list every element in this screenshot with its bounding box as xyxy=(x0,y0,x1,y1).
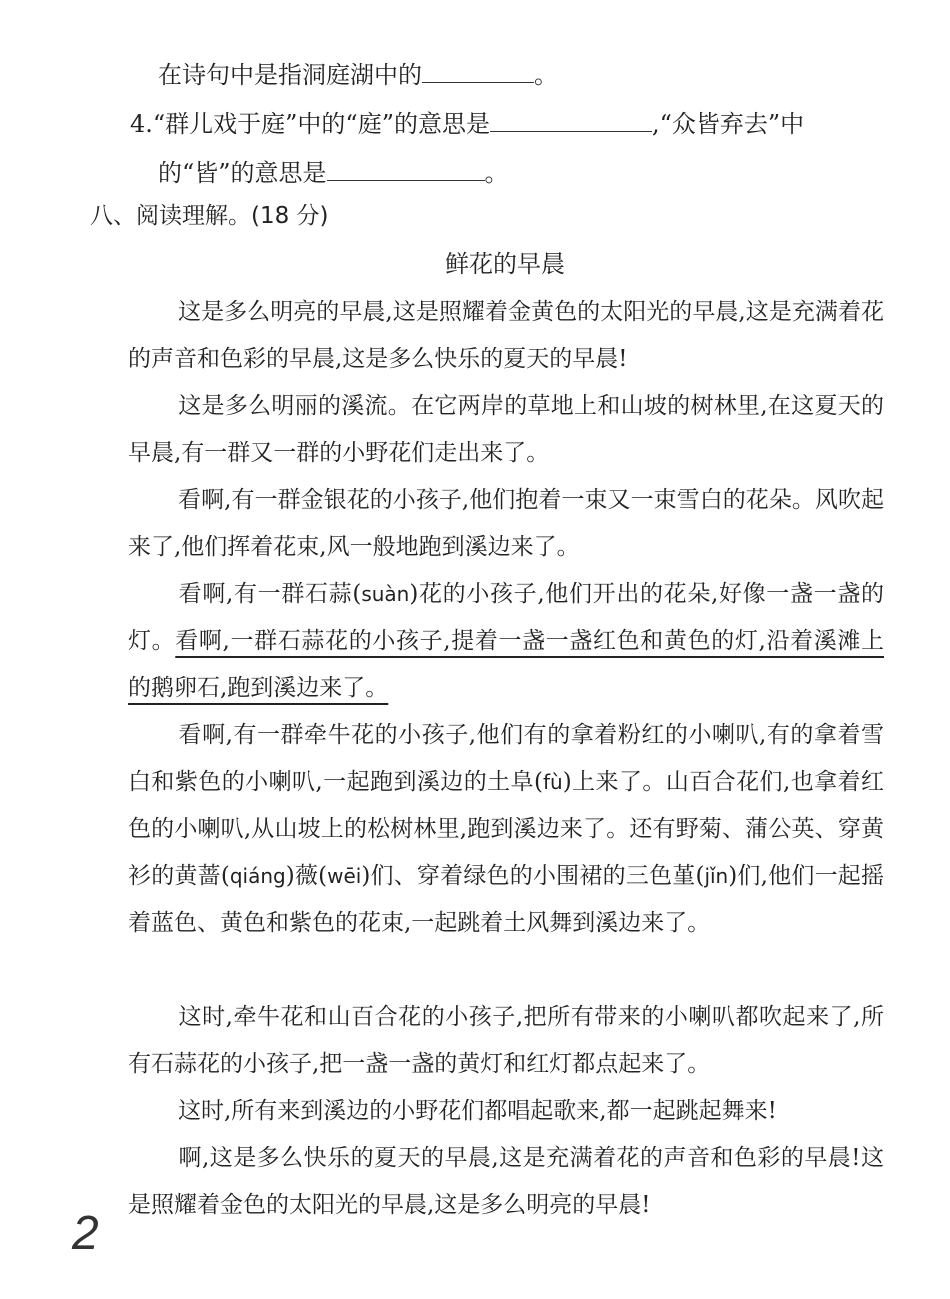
paragraph-1 xyxy=(128,289,884,383)
q3-tail xyxy=(158,58,558,91)
passage-title: 鲜花的早晨 xyxy=(445,250,565,278)
pinyin-qiang: qiáng xyxy=(229,864,286,888)
q4-text-d: 。 xyxy=(484,159,509,187)
q4-line2 xyxy=(158,156,509,189)
pinyin-fu: fù xyxy=(542,770,563,794)
paragraph-4 xyxy=(128,571,884,712)
paragraph-3 xyxy=(128,477,884,571)
paragraph-5-text-b: )上来了。山百合花们,也拿着红色的小喇叭,从山坡上的松树林里,跑到溪边来了。还有野菊、蒲公英、穿黄衫的黄蔷( xyxy=(128,769,884,889)
paragraph-2 xyxy=(128,383,884,477)
q4-line1 xyxy=(130,107,804,140)
paragraph-8-text: 啊,这是多么快乐的夏天的早晨,这是充满着花的声音和色彩的早晨!这是照耀着金色的太阳光的早晨,这是多么明亮的早晨! xyxy=(128,1145,884,1218)
paragraph-1-text: 这是多么明亮的早晨,这是照耀着金黄色的太阳光的早晨,这是充满着花的声音和色彩的早晨,这是多么快乐的夏天的早晨! xyxy=(128,299,884,372)
q3-tail-text: 在诗句中是指洞庭湖中的 xyxy=(158,61,422,89)
paragraph-8 xyxy=(128,1135,884,1229)
pinyin-suan: suàn xyxy=(361,582,410,606)
q4-text-b: ,“众皆弃去”中 xyxy=(651,110,805,138)
paragraph-6-text: 这时,牵牛花和山百合花的小孩子,把所有带来的小喇叭都吹起来了,所有石蒜花的小孩子,把一盏一盏的黄灯和红灯都点起来了。 xyxy=(128,1004,884,1077)
pinyin-wei: wēi xyxy=(327,864,362,888)
pinyin-jin: jǐn xyxy=(704,864,729,888)
page-number: 2 xyxy=(72,1207,99,1260)
paragraph-5-text-e: )们,他们一起摇着蓝色、黄色和紫色的花束,一起跳着土风舞到溪边来了。 xyxy=(128,863,884,936)
section-heading: 八、阅读理解。(18 分) xyxy=(90,203,329,229)
q4-text-c: 的“皆”的意思是 xyxy=(158,159,327,187)
paragraph-7-text: 这时,所有来到溪边的小野花们都唱起歌来,都一起跳起舞来! xyxy=(178,1098,777,1124)
paragraph-7 xyxy=(128,1088,884,1135)
q4-answer-blank-2[interactable] xyxy=(327,156,485,181)
q3-answer-blank[interactable] xyxy=(422,58,534,83)
q3-tail-end: 。 xyxy=(534,61,558,89)
paragraph-4-text-a: 看啊,有一群石蒜( xyxy=(178,581,362,607)
paragraph-4-text-b: )花的小孩子,他们开出的花朵,好像一盏一盏的灯。 xyxy=(128,581,884,654)
q4-text-a: 4.“群儿戏于庭”中的“庭”的意思是 xyxy=(130,110,490,138)
paragraph-2-text: 这是多么明丽的溪流。在它两岸的草地上和山坡的树林里,在这夏天的早晨,有一群又一群的小野花们走出来了。 xyxy=(128,393,884,466)
paragraph-5-text-c: )薇( xyxy=(285,863,328,889)
paragraph-5-text-a: 看啊,有一群牵牛花的小孩子,他们有的拿着粉红的小喇叭,有的拿着雪白和紫色的小喇叭,一起跑到溪边的土阜( xyxy=(128,722,884,795)
paragraph-3-text: 看啊,有一群金银花的小孩子,他们抱着一束又一束雪白的花朵。风吹起来了,他们挥着花束,风一般地跑到溪边来了。 xyxy=(128,487,884,560)
paragraph-5 xyxy=(128,712,884,947)
underlined-sentence: 看啊,一群石蒜花的小孩子,提着一盏一盏红色和黄色的灯,沿着溪滩上的鹅卵石,跑到溪边来了。 xyxy=(128,628,885,701)
paragraph-6 xyxy=(128,994,884,1088)
paragraph-5-text-d: )们、穿着绿色的小围裙的三色堇( xyxy=(361,863,705,889)
q4-answer-blank-1[interactable] xyxy=(490,107,652,132)
